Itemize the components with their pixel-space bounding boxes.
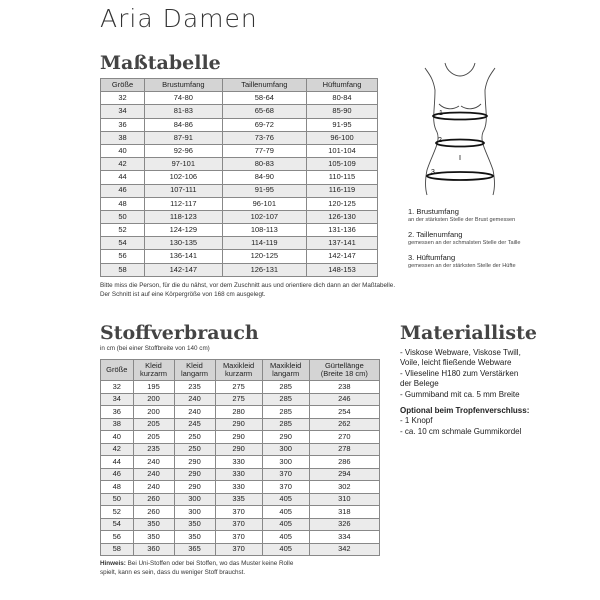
table-cell: 275 [215, 393, 262, 406]
column-header-text: langarm [180, 369, 209, 378]
table-cell: 285 [262, 381, 309, 394]
table-row [101, 506, 380, 519]
table-row [101, 92, 378, 105]
table-cell: 370 [215, 506, 262, 519]
material-item: der Belege [400, 379, 439, 389]
size-table-header [101, 79, 378, 92]
table-row [101, 105, 378, 118]
table-cell: 300 [174, 506, 215, 519]
table-cell: 91-95 [307, 118, 378, 131]
legend-brustumfang-sub: an der stärksten Stelle der Brust gemessen [408, 216, 516, 223]
table-row [101, 144, 378, 157]
column-header-text: kurzarm [139, 369, 168, 378]
table-cell: 46 [101, 184, 145, 197]
table-cell: 285 [262, 418, 309, 431]
column-header-text: Kleid [186, 360, 203, 370]
table-row [101, 381, 380, 394]
table-cell: 350 [133, 531, 174, 544]
table-cell: 50 [101, 210, 145, 223]
table-cell: 120-125 [222, 250, 306, 263]
table-cell: 36 [101, 118, 145, 131]
column-header [101, 360, 134, 381]
table-cell: 58 [101, 263, 145, 276]
column-header [174, 360, 215, 381]
figure-marker-3: 3 [431, 169, 435, 176]
column-header [222, 79, 306, 92]
table-cell: 370 [262, 468, 309, 481]
masstabelle-note-line2: Der Schnitt ist auf eine Körpergröße von 168 cm ausgelegt. [100, 290, 266, 298]
table-cell: 84-86 [145, 118, 223, 131]
legend-hueftumfang [408, 254, 516, 269]
table-row [101, 431, 380, 444]
table-cell: 250 [174, 443, 215, 456]
table-cell: 32 [101, 92, 145, 105]
table-cell: 290 [215, 431, 262, 444]
column-header [133, 360, 174, 381]
table-row [101, 197, 378, 210]
table-cell: 350 [133, 518, 174, 531]
material-item: - Vlieseline H180 zum Verstärken [400, 368, 519, 378]
table-cell: 370 [215, 531, 262, 544]
table-cell: 205 [133, 431, 174, 444]
table-cell: 97-101 [145, 158, 223, 171]
table-row [101, 418, 380, 431]
table-cell: 102-106 [145, 171, 223, 184]
hinweis-line1: Bei Uni-Stoffen oder bei Stoffen, wo das Muster keine Rolle [125, 560, 294, 567]
table-cell: 118-123 [145, 210, 223, 223]
materialliste [400, 348, 600, 437]
table-cell: 318 [309, 506, 379, 519]
body-measurement-figure [405, 60, 515, 205]
table-cell: 34 [101, 105, 145, 118]
table-cell: 350 [174, 531, 215, 544]
table-cell: 300 [174, 493, 215, 506]
table-header-row [101, 360, 380, 381]
column-header [309, 360, 379, 381]
masstabelle-heading: Maßtabelle [100, 52, 221, 74]
page-title: Aria Damen [100, 4, 258, 33]
table-cell: 405 [262, 493, 309, 506]
table-cell: 275 [215, 381, 262, 394]
table-cell: 286 [309, 456, 379, 469]
table-row [101, 210, 378, 223]
material-item: - Viskose Webware, Viskose Twill, [400, 348, 521, 357]
table-cell: 142-147 [307, 250, 378, 263]
table-cell: 50 [101, 493, 134, 506]
table-cell: 260 [133, 506, 174, 519]
table-cell: 195 [133, 381, 174, 394]
table-cell: 42 [101, 443, 134, 456]
table-cell: 405 [262, 531, 309, 544]
table-row [101, 543, 380, 556]
table-cell: 48 [101, 197, 145, 210]
hinweis-line2: spielt, kann es sein, dass du weniger Stoff brauchst. [100, 568, 246, 576]
table-cell: 245 [174, 418, 215, 431]
material-item: - Gummiband mit ca. 5 mm Breite [400, 389, 520, 399]
table-cell: 38 [101, 131, 145, 144]
table-row [101, 393, 380, 406]
table-cell: 102-107 [222, 210, 306, 223]
table-cell: 58 [101, 543, 134, 556]
column-header-text: Taillenumfang [241, 79, 288, 89]
table-cell: 40 [101, 431, 134, 444]
table-cell: 142-147 [145, 263, 223, 276]
table-cell: 136-141 [145, 250, 223, 263]
table-cell: 360 [133, 543, 174, 556]
table-cell: 350 [174, 518, 215, 531]
table-row [101, 171, 378, 184]
table-cell: 405 [262, 543, 309, 556]
table-cell: 130-135 [145, 237, 223, 250]
column-header [215, 360, 262, 381]
table-cell: 80-84 [307, 92, 378, 105]
table-cell: 330 [215, 456, 262, 469]
table-cell: 126-131 [222, 263, 306, 276]
masstabelle-note-line1: Bitte miss die Person, für die du nähst, vor dem Zuschnitt aus und orientiere dich dann an der Maßtabelle. [100, 282, 396, 289]
table-cell: 235 [133, 443, 174, 456]
table-cell: 290 [174, 468, 215, 481]
table-cell: 48 [101, 481, 134, 494]
column-header [262, 360, 309, 381]
legend-taillenumfang-title: 2. Taillenumfang [408, 230, 463, 239]
table-cell: 285 [262, 393, 309, 406]
table-cell: 254 [309, 406, 379, 419]
size-table-body [101, 92, 378, 277]
table-cell: 73-76 [222, 131, 306, 144]
table-row [101, 263, 378, 276]
hinweis-note [100, 560, 400, 577]
table-cell: 270 [309, 431, 379, 444]
table-cell: 42 [101, 158, 145, 171]
optional-title: Optional beim Tropfenverschluss: [400, 405, 530, 415]
column-header-text: Hüftumfang [322, 79, 362, 89]
table-cell: 69-72 [222, 118, 306, 131]
table-cell: 110-115 [307, 171, 378, 184]
table-cell: 370 [262, 481, 309, 494]
table-cell: 46 [101, 468, 134, 481]
figure-marker-2: 2 [438, 137, 442, 144]
table-row [101, 443, 380, 456]
table-cell: 405 [262, 518, 309, 531]
table-cell: 116-119 [307, 184, 378, 197]
table-cell: 330 [215, 468, 262, 481]
table-cell: 200 [133, 393, 174, 406]
column-header [307, 79, 378, 92]
table-row [101, 237, 378, 250]
table-cell: 131-136 [307, 224, 378, 237]
table-cell: 294 [309, 468, 379, 481]
figure-bust-lines [439, 104, 481, 109]
table-row [101, 468, 380, 481]
table-cell: 302 [309, 481, 379, 494]
optional-item: - 1 Knopf [400, 416, 433, 426]
table-cell: 240 [133, 456, 174, 469]
table-row [101, 158, 378, 171]
table-cell: 84-90 [222, 171, 306, 184]
legend-brustumfang-title: 1. Brustumfang [408, 207, 459, 216]
table-cell: 108-113 [222, 224, 306, 237]
figure-neckline [445, 63, 475, 76]
table-header-row [101, 79, 378, 92]
table-cell: 36 [101, 406, 134, 419]
table-row [101, 518, 380, 531]
table-cell: 77-79 [222, 144, 306, 157]
table-cell: 92-96 [145, 144, 223, 157]
fabric-table-header [101, 360, 380, 381]
table-cell: 96-101 [222, 197, 306, 210]
figure-marker-1: 1 [439, 110, 443, 117]
hip-measure-line [427, 172, 493, 180]
table-cell: 44 [101, 456, 134, 469]
column-header-text: Brustumfang [162, 79, 205, 89]
table-cell: 205 [133, 418, 174, 431]
optional-item: - ca. 10 cm schmale Gummikordel [400, 426, 522, 436]
column-header-text: Gürtellänge [324, 360, 364, 370]
table-cell: 290 [215, 418, 262, 431]
table-row [101, 224, 378, 237]
table-cell: 56 [101, 250, 145, 263]
table-cell: 137-141 [307, 237, 378, 250]
table-cell: 326 [309, 518, 379, 531]
table-row [101, 250, 378, 263]
table-cell: 58-64 [222, 92, 306, 105]
table-row [101, 531, 380, 544]
table-cell: 34 [101, 393, 134, 406]
table-cell: 112-117 [145, 197, 223, 210]
table-cell: 200 [133, 406, 174, 419]
legend-hueftumfang-sub: gemessen an der stärksten Stelle der Hüfte [408, 262, 516, 269]
table-row [101, 131, 378, 144]
table-cell: 290 [174, 481, 215, 494]
table-cell: 52 [101, 224, 145, 237]
table-cell: 280 [215, 406, 262, 419]
table-row [101, 481, 380, 494]
table-cell: 235 [174, 381, 215, 394]
column-header-text: kurzarm [225, 369, 253, 378]
table-row [101, 406, 380, 419]
table-row [101, 456, 380, 469]
column-header-text: Maxikleid [222, 360, 255, 370]
column-header-text: Größe [106, 364, 128, 374]
table-cell: 335 [215, 493, 262, 506]
column-header-text: Größe [111, 79, 134, 89]
column-header-text: langarm [272, 369, 300, 378]
stoffverbrauch-subtitle: in cm (bei einer Stoffbreite von 140 cm) [100, 345, 210, 352]
table-cell: 120-125 [307, 197, 378, 210]
table-cell: 300 [262, 456, 309, 469]
table-cell: 54 [101, 237, 145, 250]
table-cell: 365 [174, 543, 215, 556]
table-row [101, 493, 380, 506]
table-cell: 44 [101, 171, 145, 184]
table-cell: 300 [262, 443, 309, 456]
table-cell: 260 [133, 493, 174, 506]
table-cell: 80-83 [222, 158, 306, 171]
table-cell: 38 [101, 418, 134, 431]
table-cell: 334 [309, 531, 379, 544]
table-cell: 240 [174, 406, 215, 419]
table-cell: 105-109 [307, 158, 378, 171]
table-cell: 107-111 [145, 184, 223, 197]
table-cell: 290 [262, 431, 309, 444]
column-header-text: (Breite 18 cm) [320, 369, 368, 378]
stoffverbrauch-heading: Stoffverbrauch [100, 322, 259, 344]
table-cell: 96-100 [307, 131, 378, 144]
table-cell: 290 [174, 456, 215, 469]
table-cell: 342 [309, 543, 379, 556]
table-cell: 290 [215, 443, 262, 456]
table-cell: 52 [101, 506, 134, 519]
table-cell: 246 [309, 393, 379, 406]
column-header-text: Maxikleid [270, 360, 302, 370]
legend-taillenumfang-sub: gemessen an der schmalsten Stelle der Taille [408, 239, 521, 246]
fabric-table [100, 359, 380, 556]
table-cell: 250 [174, 431, 215, 444]
table-cell: 81-83 [145, 105, 223, 118]
table-cell: 114-119 [222, 237, 306, 250]
table-cell: 126-130 [307, 210, 378, 223]
legend-hueftumfang-title: 3. Hüftumfang [408, 253, 456, 262]
waist-measure-line [436, 140, 484, 147]
table-cell: 262 [309, 418, 379, 431]
column-header [145, 79, 223, 92]
table-row [101, 184, 378, 197]
table-cell: 285 [262, 406, 309, 419]
table-cell: 74-80 [145, 92, 223, 105]
table-cell: 330 [215, 481, 262, 494]
column-header-text: Kleid [145, 360, 162, 370]
fabric-table-body [101, 381, 380, 556]
table-cell: 148-153 [307, 263, 378, 276]
table-cell: 40 [101, 144, 145, 157]
table-cell: 32 [101, 381, 134, 394]
material-item: Voile, leicht fließende Webware [400, 358, 512, 368]
legend-taillenumfang [408, 231, 520, 246]
table-cell: 85-90 [307, 105, 378, 118]
table-cell: 405 [262, 506, 309, 519]
materialliste-heading: Materialliste [400, 322, 537, 344]
table-cell: 124-129 [145, 224, 223, 237]
table-cell: 278 [309, 443, 379, 456]
table-cell: 54 [101, 518, 134, 531]
table-cell: 101-104 [307, 144, 378, 157]
hinweis-label: Hinweis: [100, 560, 126, 567]
table-cell: 56 [101, 531, 134, 544]
legend-brustumfang [408, 208, 515, 223]
table-cell: 238 [309, 381, 379, 394]
table-cell: 370 [215, 518, 262, 531]
table-cell: 65-68 [222, 105, 306, 118]
table-cell: 240 [174, 393, 215, 406]
table-cell: 87-91 [145, 131, 223, 144]
table-cell: 91-95 [222, 184, 306, 197]
masstabelle-note [100, 282, 400, 299]
size-table [100, 78, 378, 277]
table-cell: 240 [133, 481, 174, 494]
table-cell: 370 [215, 543, 262, 556]
table-cell: 240 [133, 468, 174, 481]
column-header [101, 79, 145, 92]
table-cell: 310 [309, 493, 379, 506]
table-row [101, 118, 378, 131]
